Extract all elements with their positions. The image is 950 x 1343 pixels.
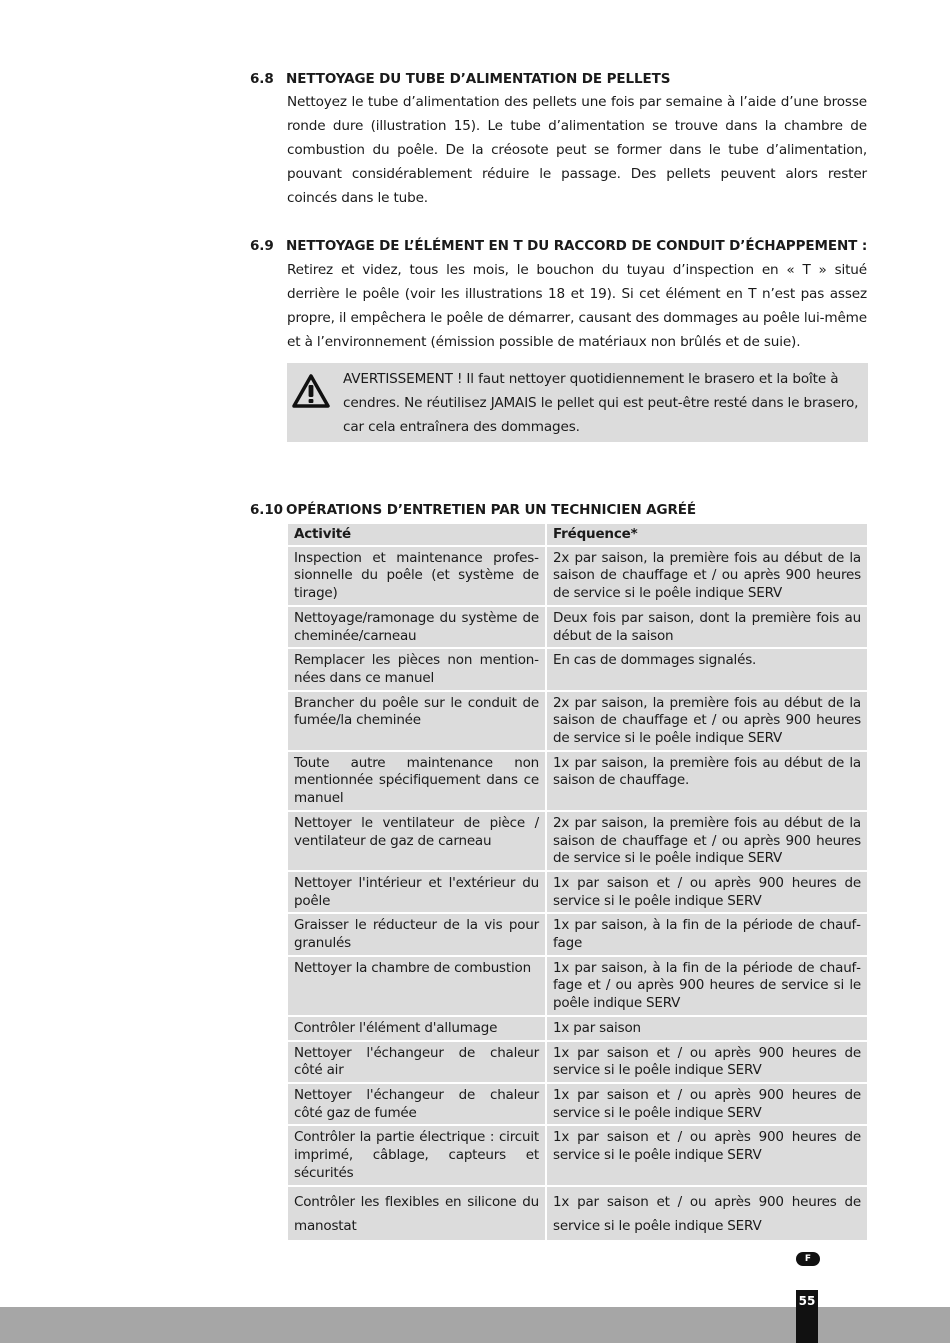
frequency-cell: En cas de dommages signalés. <box>547 649 867 689</box>
frequency-cell: Deux fois par saison, dont la première fois au début de la saison <box>547 607 867 647</box>
table-row <box>288 872 867 912</box>
section-number: 6.8 <box>250 71 274 87</box>
section-6-9-body: Retirez et videz, tous les mois, le bouchon du tuyau d’inspection en « T » situé derrière le poêle (voir les illustrations 18 et 19). Si cet élément en T n’est pas assez propre, il empêchera le poêle de démarrer, causant des dommages au poêle lui-même et à l’environnement (émission possible de matériaux non brûlés et de suie). <box>287 262 867 350</box>
header-frequency: Fréquence* <box>547 524 867 545</box>
activity-cell: Contrôler l'élément d'allumage <box>288 1017 547 1040</box>
frequency-cell: 2x par saison, la première fois au début de la saison de chauffage et / ou après 900 heures de service si le poêle indique SERV <box>547 812 867 870</box>
section-number: 6.10 <box>250 502 283 518</box>
activity-cell: Graisser le réducteur de la vis pour granulés <box>288 914 547 954</box>
activity-cell: Nettoyer l'intérieur et l'extérieur du poêle <box>288 872 547 912</box>
section-6-9-heading <box>250 237 870 255</box>
activity-cell: Nettoyer le ventilateur de pièce / ventilateur de gaz de carneau <box>288 812 547 870</box>
frequency-cell: 2x par saison, la première fois au début de la saison de chauffage et / ou après 900 heures de service si le poêle indique SERV <box>547 547 867 605</box>
header-activity: Activité <box>288 524 547 545</box>
frequency-cell: 1x par saison <box>547 1017 867 1040</box>
frequency-cell: 1x par saison et / ou après 900 heures de service si le poêle indique SERV <box>547 1084 867 1124</box>
section-6-8-heading <box>250 70 870 88</box>
table-row <box>288 1042 867 1082</box>
activity-cell: Contrôler les flexibles en silicone du manostat <box>288 1187 547 1240</box>
warning-box <box>287 363 868 442</box>
section-6-10-heading <box>250 501 870 519</box>
activity-cell: Nettoyer la chambre de combustion <box>288 957 547 1015</box>
table-row <box>288 957 867 1015</box>
activity-cell: Inspection et maintenance professionnelle du poêle (et système de tirage) <box>288 547 547 605</box>
frequency-cell: 1x par saison et / ou après 900 heures de service si le poêle indique SERV <box>547 1042 867 1082</box>
activity-cell: Remplacer les pièces non mentionnées dans ce manuel <box>288 649 547 689</box>
table-row <box>288 547 867 605</box>
activity-cell: Brancher du poêle sur le conduit de fumée/la cheminée <box>288 692 547 750</box>
activity-cell: Nettoyer l'échangeur de chaleur côté air <box>288 1042 547 1082</box>
table-row <box>288 812 867 870</box>
maintenance-table <box>288 522 867 1242</box>
table-row <box>288 1187 867 1240</box>
table-row <box>288 752 867 810</box>
section-title: OPÉRATIONS D’ENTRETIEN PAR UN TECHNICIEN AGRÉÉ <box>286 502 696 518</box>
frequency-cell: 1x par saison, à la fin de la période de chauffage et / ou après 900 heures de service si le poêle indique SERV <box>547 957 867 1015</box>
frequency-cell: 2x par saison, la première fois au début de la saison de chauffage et / ou après 900 heures de service si le poêle indique SERV <box>547 692 867 750</box>
table-row <box>288 649 867 689</box>
section-title: NETTOYAGE DU TUBE D’ALIMENTATION DE PELLETS <box>286 71 671 87</box>
table-row <box>288 1084 867 1124</box>
section-6-8-body: Nettoyez le tube d’alimentation des pellets une fois par semaine à l’aide d’une brosse ronde dure (illustration 15). Le tube d’alimentation se trouve dans la chambre de combustion du poêle. De la créosote peut se former dans le tube d’alimentation, pouvant considérablement réduire le passage. Des pellets peuvent alors rester coincés dans le tube. <box>287 94 867 206</box>
table-row <box>288 1126 867 1184</box>
frequency-cell: 1x par saison, la première fois au début de la saison de chauffage. <box>547 752 867 810</box>
activity-cell: Nettoyer l'échangeur de chaleur côté gaz de fumée <box>288 1084 547 1124</box>
activity-cell: Contrôler la partie électrique : circuit imprimé, câblage, capteurs et sécurités <box>288 1126 547 1184</box>
activity-cell: Nettoyage/ramonage du système de cheminée/carneau <box>288 607 547 647</box>
table-header-row <box>288 524 867 545</box>
warning-text: AVERTISSEMENT ! Il faut nettoyer quotidiennement le brasero et la boîte à cendres. Ne réutilisez JAMAIS le pellet qui est peut-être resté dans le brasero, car cela entraînera des dommages. <box>343 371 859 435</box>
table-row <box>288 1017 867 1040</box>
warning-triangle-icon <box>291 373 331 409</box>
frequency-cell: 1x par saison, à la fin de la période de chauffage <box>547 914 867 954</box>
table-row <box>288 607 867 647</box>
section-title: NETTOYAGE DE L’ÉLÉMENT EN T DU RACCORD DE CONDUIT D’ÉCHAPPEMENT : <box>286 238 868 254</box>
frequency-cell: 1x par saison et / ou après 900 heures de service si le poêle indique SERV <box>547 872 867 912</box>
activity-cell: Toute autre maintenance non mentionnée spécifiquement dans ce manuel <box>288 752 547 810</box>
section-number: 6.9 <box>250 238 274 254</box>
page-number: 55 <box>796 1290 818 1343</box>
table-row <box>288 914 867 954</box>
frequency-cell: 1x par saison et / ou après 900 heures de service si le poêle indique SERV <box>547 1187 867 1240</box>
language-badge: F <box>796 1252 820 1266</box>
table-row <box>288 692 867 750</box>
frequency-cell: 1x par saison et / ou après 900 heures de service si le poêle indique SERV <box>547 1126 867 1184</box>
